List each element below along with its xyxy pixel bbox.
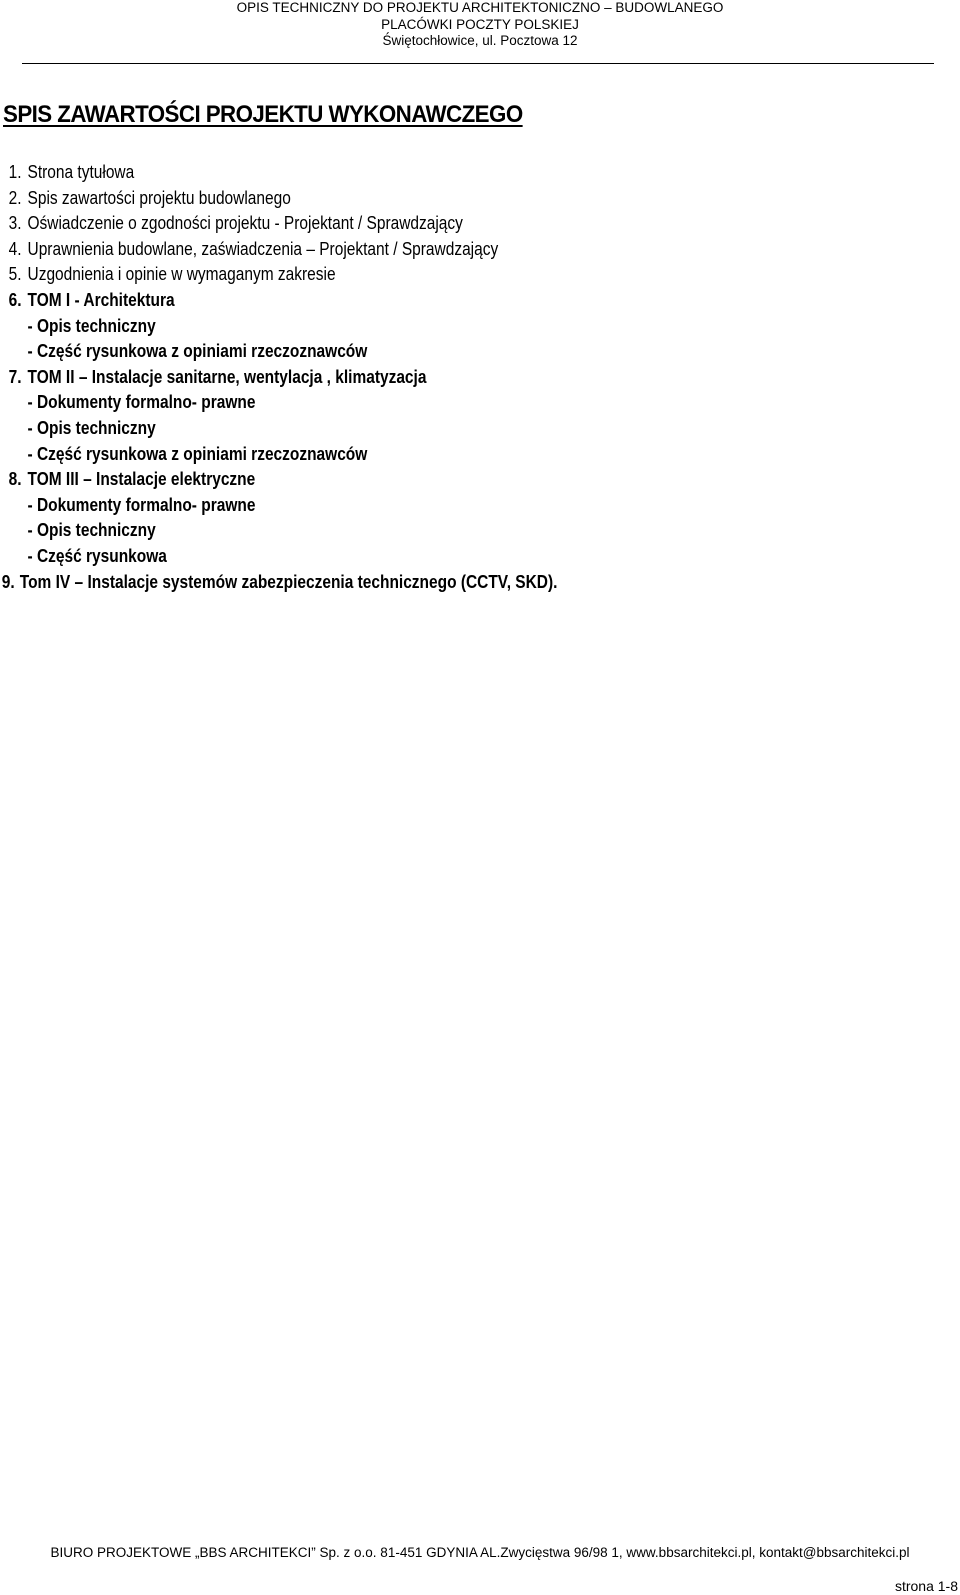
- toc-item-number: 9.: [1, 571, 15, 592]
- toc-subitem-text: - Część rysunkowa z opiniami rzeczoznawców: [27, 443, 368, 464]
- toc-subitem: [0, 442, 557, 468]
- header-divider: [22, 63, 934, 64]
- toc-item-text: TOM I - Architektura: [27, 289, 175, 310]
- toc-subitem: [0, 544, 557, 570]
- toc-subitem: [0, 518, 557, 544]
- toc-item: [0, 262, 557, 288]
- toc-item-number: 3.: [8, 213, 22, 234]
- toc-item-text: TOM III – Instalacje elektryczne: [27, 469, 256, 490]
- toc-item: [0, 211, 557, 237]
- table-of-contents: [0, 160, 557, 595]
- toc-subitem-text: - Część rysunkowa: [27, 545, 167, 566]
- toc-item-number: 7.: [8, 366, 22, 387]
- toc-item-number: 4.: [8, 238, 22, 259]
- toc-item-text: Spis zawartości projektu budowlanego: [27, 187, 291, 208]
- toc-item: [0, 288, 557, 314]
- toc-subitem: [0, 390, 557, 416]
- toc-item-number: 6.: [8, 289, 22, 310]
- toc-item-number: 8.: [8, 469, 22, 490]
- page-title: SPIS ZAWARTOŚCI PROJEKTU WYKONAWCZEGO: [3, 101, 523, 128]
- header-line-3: Świętochłowice, ul. Pocztowa 12: [382, 33, 578, 48]
- header-line-1: OPIS TECHNICZNY DO PROJEKTU ARCHITEKTONICZNO – BUDOWLANEGO: [236, 0, 724, 15]
- toc-subitem-text: - Opis techniczny: [27, 417, 156, 438]
- toc-item-text: Strona tytułowa: [27, 162, 135, 182]
- toc-item-number: 5.: [8, 264, 22, 285]
- toc-subitem: [0, 416, 557, 442]
- toc-subitem-text: - Opis techniczny: [27, 520, 156, 541]
- toc-subitem-text: - Opis techniczny: [27, 315, 156, 336]
- page-number: strona 1-8: [894, 1578, 958, 1594]
- toc-item: [0, 467, 557, 493]
- toc-item-text: Oświadczenie o zgodności projektu - Projektant / Sprawdzający: [27, 213, 463, 234]
- toc-item: [0, 160, 557, 186]
- toc-item: [0, 570, 557, 596]
- toc-subitem: [0, 339, 557, 365]
- toc-item-number: 2.: [8, 187, 22, 208]
- toc-item-number: 1.: [8, 162, 22, 182]
- toc-item: [0, 237, 557, 263]
- toc-item: [0, 186, 557, 212]
- toc-item-text: Tom IV – Instalacje systemów zabezpieczenia technicznego (CCTV, SKD).: [19, 571, 558, 592]
- toc-subitem: [0, 493, 557, 519]
- document-header: [0, 0, 960, 50]
- toc-item-text: TOM II – Instalacje sanitarne, wentylacja , klimatyzacja: [27, 366, 427, 387]
- toc-subitem: [0, 314, 557, 340]
- header-line-2: PLACÓWKI POCZTY POLSKIEJ: [381, 16, 579, 32]
- toc-subitem-text: - Dokumenty formalno- prawne: [27, 392, 256, 413]
- toc-item-text: Uzgodnienia i opinie w wymaganym zakresie: [27, 264, 336, 285]
- toc-item: [0, 365, 557, 391]
- toc-subitem-text: - Część rysunkowa z opiniami rzeczoznawców: [27, 341, 368, 362]
- toc-subitem-text: - Dokumenty formalno- prawne: [27, 494, 256, 515]
- document-footer: BIURO PROJEKTOWE „BBS ARCHITEKCI” Sp. z o.o. 81-451 GDYNIA AL.Zwycięstwa 96/98 1, www.bbsarchitekci.pl, kontakt@bbsarchitekci.pl: [50, 1545, 910, 1560]
- toc-item-text: Uprawnienia budowlane, zaświadczenia – Projektant / Sprawdzający: [27, 238, 499, 259]
